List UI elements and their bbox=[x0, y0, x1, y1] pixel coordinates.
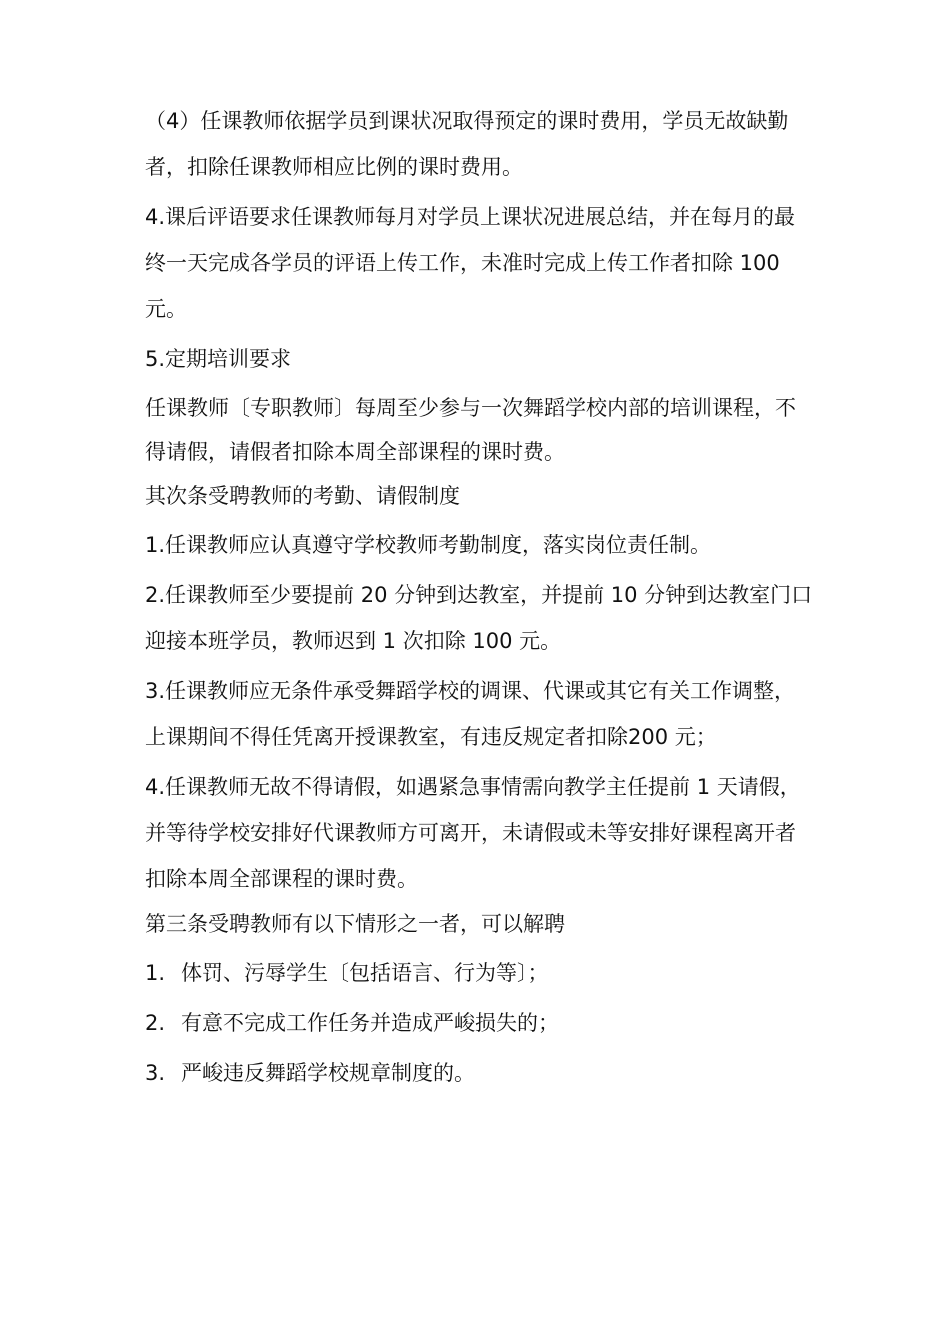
list-item-text: 有意不完成工作任务并造成严峻损失的； bbox=[181, 1011, 559, 1035]
section-heading-attendance: 其次条受聘教师的考勤、请假制度 bbox=[145, 484, 460, 508]
list-item-number: 2. bbox=[145, 1011, 166, 1035]
paragraph-training-heading: 5.定期培训要求 bbox=[145, 347, 292, 371]
list-item-text: 严峻违反舞蹈学校规章制度的。 bbox=[181, 1061, 475, 1085]
section-heading-dismissal: 第三条受聘教师有以下情形之一者，可以解聘 bbox=[145, 912, 565, 936]
paragraph-class-fee-rule: （4）任课教师依据学员到课状况取得预定的课时费用，学员无故缺勤者，扣除任课教师相应比例的课时费用。 bbox=[145, 109, 789, 179]
list-item-number: 3. bbox=[145, 1061, 166, 1085]
paragraph-training-requirement: 任课教师〔专职教师〕每周至少参与一次舞蹈学校内部的培训课程，不得请假，请假者扣除本周全部课程的课时费。 bbox=[145, 396, 796, 464]
paragraph-attendance-rule-2: 2.任课教师至少要提前 20 分钟到达教室，并提前 10 分钟到达教室门口迎接本班学员，教师迟到 1 次扣除 100 元。 bbox=[145, 583, 813, 653]
list-item bbox=[145, 950, 813, 996]
paragraph-attendance-rule-3: 3.任课教师应无条件承受舞蹈学校的调课、代课或其它有关工作调整，上课期间不得任凭离开授课教室，有违反规定者扣除200 元； bbox=[145, 679, 796, 749]
list-item-number: 1. bbox=[145, 961, 166, 985]
list-item bbox=[145, 1000, 813, 1046]
list-item-text: 体罚、污辱学生〔包括语言、行为等〕； bbox=[181, 961, 549, 985]
paragraph-attendance-rule-1: 1.任课教师应认真遵守学校教师考勤制度，落实岗位责任制。 bbox=[145, 533, 712, 557]
paragraph-attendance-rule-4: 4.任课教师无故不得请假，如遇紧急事情需向教学主任提前 1 天请假，并等待学校安排好代课教师方可离开，未请假或未等安排好课程离开者扣除本周全部课程的课时费。 bbox=[145, 775, 801, 891]
list-item bbox=[145, 1050, 813, 1096]
paragraph-evaluation-requirement: 4.课后评语要求任课教师每月对学员上课状况进展总结，并在每月的最终一天完成各学员的评语上传工作，未准时完成上传工作者扣除 100 元。 bbox=[145, 205, 796, 321]
document-body bbox=[145, 98, 813, 1096]
